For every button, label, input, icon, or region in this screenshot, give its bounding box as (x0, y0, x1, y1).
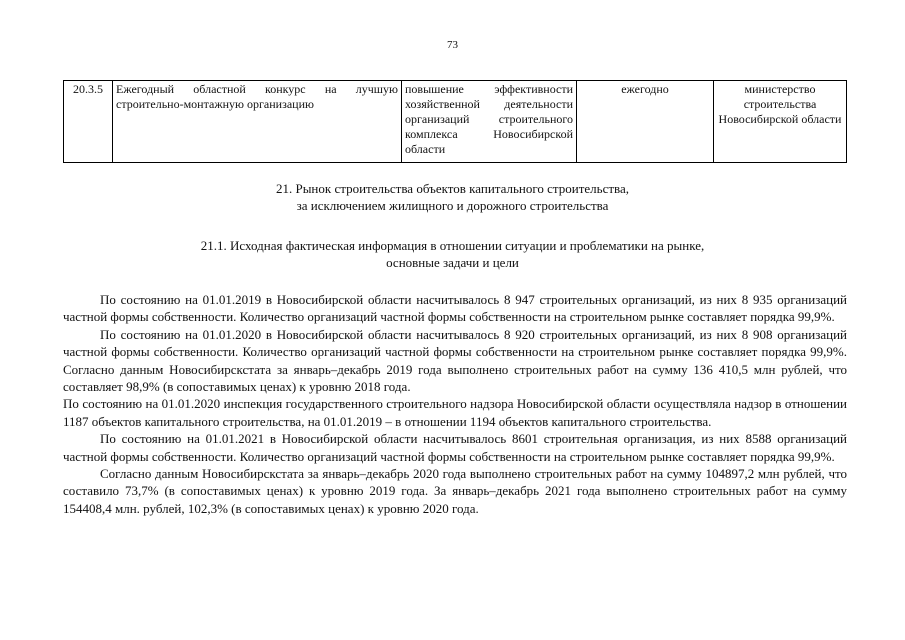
result-line: хозяйственной деятельности (405, 97, 573, 111)
row-number-cell: 20.3.5 (64, 81, 113, 163)
section-heading-line: 21. Рынок строительства объектов капитального строительства, (275, 181, 630, 196)
result-line: повышение эффективности (405, 82, 573, 96)
result-line: комплекса Новосибирской (405, 127, 573, 141)
section-heading (0, 180, 905, 214)
paragraph: Согласно данным Новосибирскстата за январь–декабрь 2020 года выполнено строительных работ на сумму 104897,2 млн рублей, что составило 73,7% (в сопоставимых ценах) к уровню 2019 года. За январь–декабрь 2021 года выполнено строительных работ на сумму 154408,4 млн. рублей, 102,3% (в сопоставимых ценах) к уровню 2020 года. (63, 466, 847, 516)
subsection-heading (0, 237, 905, 271)
section-heading-line: за исключением жилищного и дорожного строительства (296, 198, 609, 213)
measure-name-cell: Ежегодный областной конкурс на лучшую строительно-монтажную организацию (113, 81, 402, 163)
term-cell: ежегодно (577, 81, 714, 163)
expected-result-cell (402, 81, 577, 163)
executor-cell: министерство строительства Новосибирской области (714, 81, 847, 163)
paragraph: По состоянию на 01.01.2020 в Новосибирской области насчитывалось 8 920 строительных организаций, из них 8 908 организаций частной формы собственности. Количество организаций частной формы собственности на строительном рынке составляет порядка 99,9%. Согласно данным Новосибирскстата за январь–декабрь 2019 года выполнено строительных работ на сумму 136 410,5 млн рублей, что составляет 98,9% (в сопоставимых ценах) к уровню 2018 года. (63, 326, 847, 395)
table-row (64, 81, 847, 163)
body-text (63, 291, 847, 517)
subsection-heading-line: 21.1. Исходная фактическая информация в отношении ситуации и проблематики на рынке, (200, 238, 705, 253)
subsection-heading-line: основные задачи и цели (386, 255, 519, 270)
result-line: области (405, 142, 446, 156)
paragraph: По состоянию на 01.01.2020 инспекция государственного строительного надзора Новосибирской области осуществляла надзор в отношении 1187 объектов капитального строительства, на 01.01.2019 – в отношении 1194 объектов капитального строительства. (63, 396, 847, 429)
paragraph: По состоянию на 01.01.2019 в Новосибирской области насчитывалось 8 947 строительных организаций, из них 8 935 организаций частной формы собственности. Количество организаций частной формы собственности на строительном рынке составляет порядка 99,9%. (63, 292, 847, 325)
page-number: 73 (447, 39, 458, 51)
measures-table (63, 80, 847, 163)
paragraph: По состоянию на 01.01.2021 в Новосибирской области насчитывалось 8601 строительная организация, из них 8588 организаций частной формы собственности. Количество организаций частной формы собственности на строительном рынке составляет порядка 99,9%. (63, 431, 847, 464)
result-line: организаций строительного (405, 112, 573, 126)
